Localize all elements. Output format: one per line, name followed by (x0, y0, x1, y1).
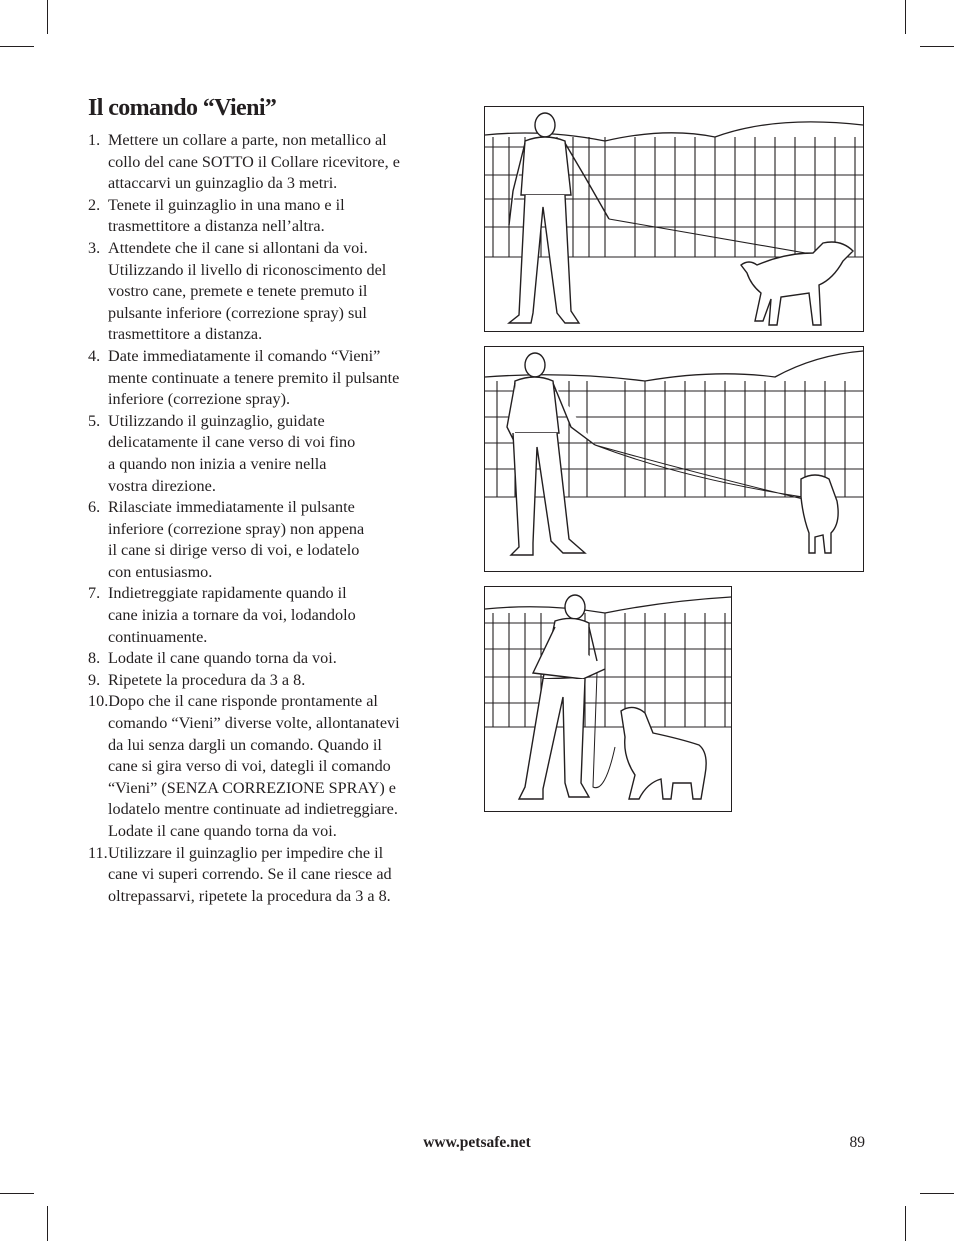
step-text-line: Mettere un collare a parte, non metallico al (108, 131, 387, 149)
step-item (88, 411, 480, 497)
dog-figure (741, 242, 853, 325)
step-text-line: attaccarvi un guinzaglio da 3 metri. (108, 174, 338, 193)
step-number: 9. (88, 670, 101, 689)
step-number: 3. (88, 238, 101, 257)
crop-mark (920, 46, 954, 47)
step-text-line: cane si gira verso di voi, dategli il comando (108, 757, 391, 776)
step-text-line: continuamente. (108, 627, 208, 646)
step-text-line: a quando non inizia a venire nella (108, 454, 327, 473)
fence (485, 613, 731, 727)
step-number: 2. (88, 195, 101, 214)
step-number: 11. (88, 843, 108, 862)
crop-mark (0, 1193, 34, 1194)
step-text-line: da lui senza dargli un comando. Quando il (108, 735, 382, 754)
step-number: 8. (88, 649, 101, 668)
step-item (88, 648, 480, 670)
crop-mark (47, 0, 48, 34)
step-text-line: mente continuate a tenere premito il pulsante (108, 368, 400, 387)
step-text-line: Dopo che il cane risponde prontamente al (108, 692, 378, 711)
step-text-line: vostro cane, premete e tenete premuto il (108, 282, 368, 301)
step-text-line: cane inizia a tornare da voi, lodandolo (108, 606, 356, 625)
step-number: 5. (88, 411, 101, 430)
step-item (88, 346, 480, 411)
step-item (88, 691, 480, 842)
step-number: 10. (88, 692, 109, 711)
step-text-line: delicatamente il cane verso di voi fino (108, 433, 356, 452)
step-text-line: collo del cane SOTTO il Collare ricevitore, e (108, 152, 400, 171)
crop-mark (0, 46, 34, 47)
illustration-dog-walking-away (484, 106, 864, 332)
man-figure (507, 353, 595, 555)
step-text-line: il cane si dirige verso di voi, e lodatelo (108, 541, 360, 560)
step-number: 1. (88, 131, 101, 149)
step-text-line: lodatelo mentre continuate ad indietreggiare. (108, 800, 398, 819)
man-figure (509, 113, 609, 323)
step-text-line: cane vi superi correndo. Se il cane riesce ad (108, 865, 392, 884)
illustration-dog-guided (484, 346, 864, 572)
step-item (88, 195, 480, 238)
step-text-line: Date immediatamente il comando “Vieni” (108, 346, 381, 365)
step-text-line: inferiore (correzione spray) non appena (108, 519, 365, 538)
step-text-line: oltrepassarvi, ripetete la procedura da 3 a 8. (108, 886, 391, 905)
page-number: 89 (849, 1134, 865, 1151)
step-text-line: Utilizzando il guinzaglio, guidate (108, 411, 325, 430)
crop-mark (905, 1206, 906, 1241)
step-text-line: Attendete che il cane si allontani da voi. (108, 238, 368, 257)
step-text-line: “Vieni” (SENZA CORREZIONE SPRAY) e (108, 778, 396, 797)
leash (595, 445, 803, 499)
step-item (88, 497, 480, 583)
step-text-line: Lodate il cane quando torna da voi. (108, 822, 337, 840)
man-figure (519, 595, 605, 799)
step-number: 7. (88, 584, 101, 603)
step-text-line: inferiore (correzione spray). (108, 390, 291, 409)
instruction-list (88, 130, 480, 907)
crop-mark (905, 0, 906, 34)
step-text-line: Lodate il cane quando torna da voi. (108, 649, 337, 668)
crop-mark (47, 1206, 48, 1241)
page-title: Il comando “Vieni” (88, 95, 277, 121)
step-text-line: Rilasciate immediatamente il pulsante (108, 498, 355, 517)
step-item (88, 130, 480, 195)
step-text-line: Ripetete la procedura da 3 a 8. (108, 670, 306, 689)
step-item (88, 238, 480, 346)
step-text-line: con entusiasmo. (108, 562, 213, 581)
step-text-line: trasmettitore a distanza nell’altra. (108, 217, 325, 236)
dog-figure (621, 707, 706, 799)
step-text-line: Tenete il guinzaglio in una mano e il (108, 195, 345, 214)
step-text-line: pulsante inferiore (correzione spray) sul (108, 303, 367, 322)
footer-url: www.petsafe.net (423, 1134, 531, 1151)
step-text-line: Utilizzare il guinzaglio per impedire che il (108, 843, 384, 862)
illustration-dog-returns (484, 586, 732, 812)
step-number: 6. (88, 498, 101, 517)
leash (609, 219, 817, 255)
step-item (88, 583, 480, 648)
step-item (88, 670, 480, 692)
step-text-line: comando “Vieni” diverse volte, allontanatevi (108, 714, 400, 733)
crop-mark (920, 1193, 954, 1194)
step-text-line: trasmettitore a distanza. (108, 325, 263, 344)
step-text-line: Utilizzando il livello di riconoscimento del (108, 260, 387, 279)
step-text-line: vostra direzione. (108, 476, 216, 495)
dog-figure (801, 475, 838, 553)
step-item (88, 843, 480, 908)
leash (593, 673, 615, 788)
step-number: 4. (88, 346, 101, 365)
step-text-line: Indietreggiate rapidamente quando il (108, 584, 347, 603)
